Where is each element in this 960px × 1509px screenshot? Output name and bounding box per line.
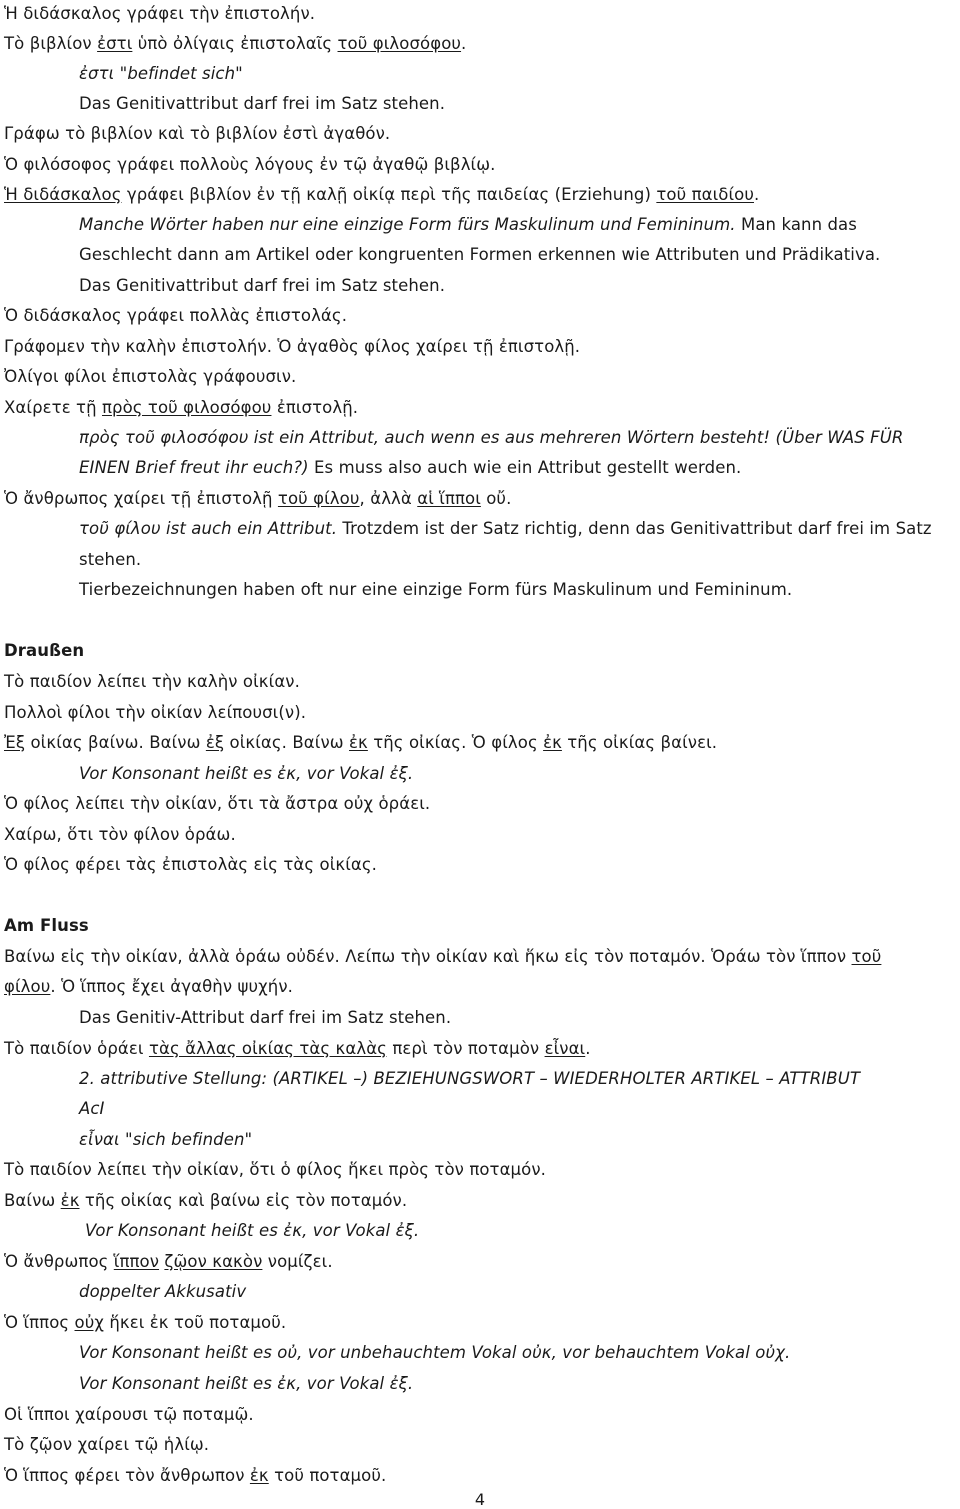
text-line (4, 1039, 956, 1059)
text-line (4, 825, 956, 845)
text-line (79, 1008, 956, 1028)
text-segment: νομίζει. (262, 1252, 333, 1271)
text-segment: Manche Wörter haben nur eine einzige Form fürs Maskulinum und Femininum. (79, 215, 736, 234)
section-heading (4, 916, 956, 936)
text-line (79, 1374, 956, 1394)
text-line (4, 4, 956, 24)
text-segment: Ὁ ἄνθρωπος χαίρει τῇ ἐπιστολῇ (4, 489, 278, 508)
text-line (4, 489, 956, 509)
text-line (79, 1099, 956, 1119)
text-segment: τῆς οἰκίας καὶ βαίνω εἰς τὸν ποταμόν. (79, 1191, 408, 1210)
text-segment: Ὁ ἵππος φέρει τὸν ἄνθρωπον (4, 1466, 250, 1485)
text-line (4, 1252, 956, 1272)
text-segment: Οἱ ἵπποι χαίρουσι τῷ ποταμῷ. (4, 1405, 254, 1424)
text-line (4, 398, 956, 418)
text-line (4, 672, 956, 692)
underlined-text: τοῦ φιλοσόφου (337, 34, 462, 53)
underlined-text: ἐκ (543, 733, 562, 752)
text-line (4, 1466, 956, 1486)
text-line (4, 337, 956, 357)
text-segment: Γράφω τὸ βιβλίον καὶ τὸ βιβλίον ἐστὶ ἀγαθόν. (4, 124, 391, 143)
text-line (79, 1069, 956, 1089)
text-segment: , ἀλλὰ (359, 489, 418, 508)
text-line (79, 550, 956, 570)
text-segment: τῆς οἰκίας. Ὁ φίλος (367, 733, 544, 752)
text-line (4, 1160, 956, 1180)
text-segment: Χαίρετε τῇ (4, 398, 102, 417)
text-segment: EINEN Brief freut ihr euch?) (79, 458, 309, 477)
text-segment: εἶναι "sich befinden" (79, 1130, 253, 1149)
underlined-text: ἐκ (249, 1466, 269, 1485)
underlined-text: Ἐξ (4, 733, 26, 752)
text-segment: Τὸ παιδίον λείπει τὴν οἰκίαν, ὅτι ὁ φίλος ἥκει πρὸς τὸν ποταμόν. (4, 1160, 547, 1179)
text-segment: Ἡ διδάσκαλος γράφει τὴν ἐπιστολήν. (4, 4, 316, 23)
text-line (4, 1313, 956, 1333)
underlined-text: ἐστι (97, 34, 133, 53)
text-segment: stehen. (79, 550, 142, 569)
text-line (4, 703, 956, 723)
text-line (79, 1343, 956, 1363)
text-line (79, 1130, 956, 1150)
text-segment: Das Genitivattribut darf frei im Satz stehen. (79, 276, 446, 295)
page-number: 4 (474, 1490, 486, 1509)
text-segment: Vor Konsonant heißt es οὐ, vor unbehauchtem Vokal οὐκ, vor behauchtem Vokal οὐχ. (79, 1343, 791, 1362)
text-segment: ἐπιστολῇ. (271, 398, 359, 417)
text-line (4, 794, 956, 814)
text-segment: Trotzdem ist der Satz richtig, denn das Genitivattribut darf frei im Satz (337, 519, 932, 538)
text-line (4, 733, 956, 753)
text-segment: τῆς οἰκίας βαίνει. (561, 733, 718, 752)
text-line (4, 977, 956, 997)
text-segment: Τὸ ζῷον χαίρει τῷ ἡλίῳ. (4, 1435, 210, 1454)
text-segment: (Über WAS FÜR (770, 428, 904, 447)
text-segment: Das Genitivattribut darf frei im Satz stehen. (79, 94, 446, 113)
text-line (4, 155, 956, 175)
text-segment: Ὁ διδάσκαλος γράφει πολλὰς ἐπιστολάς. (4, 306, 348, 325)
text-line (79, 519, 956, 539)
underlined-text: Ἡ διδάσκαλος (4, 185, 122, 204)
text-line (79, 1282, 956, 1302)
text-segment: Geschlecht dann am Artikel oder kongruenten Formen erkennen wie Attributen und Prädikativa. (79, 245, 881, 264)
text-line (4, 1191, 956, 1211)
text-line (4, 34, 956, 54)
text-segment: ὑπὸ ὀλίγαις ἐπιστολαῖς (132, 34, 338, 53)
text-line (79, 428, 956, 448)
text-segment: Vor Konsonant heißt es ἐκ, vor Vokal ἐξ. (79, 764, 414, 783)
text-line (4, 1435, 956, 1455)
underlined-text: ἐκ (349, 733, 368, 752)
text-segment: Βαίνω (4, 1191, 61, 1210)
text-segment: AcI (79, 1099, 105, 1118)
text-segment: Tierbezeichnungen haben oft nur eine einzige Form fürs Maskulinum und Femininum. (79, 580, 793, 599)
text-segment: . (754, 185, 760, 204)
text-line (4, 947, 956, 967)
text-segment: 2. attributive Stellung: (ARTIKEL –) BEZIEHUNGSWORT – WIEDERHOLTER ARTIKEL – ATTRIBUT (79, 1069, 861, 1088)
text-line (4, 367, 956, 387)
text-segment: . Ὁ ἵππος ἔχει ἀγαθὴν ψυχήν. (50, 977, 293, 996)
text-line (79, 764, 956, 784)
underlined-text: ἐξ (205, 733, 225, 752)
text-segment: οἰκίας βαίνω. Βαίνω (25, 733, 206, 752)
underlined-text: τὰς ἄλλας οἰκίας τὰς καλὰς (148, 1039, 387, 1058)
text-segment: τοῦ φίλου ist auch ein Attribut. (79, 519, 338, 538)
text-segment: doppelter Akkusativ (79, 1282, 247, 1301)
text-segment: Βαίνω εἰς τὴν οἰκίαν, ἀλλὰ ὁράω οὐδέν. Λείπω τὴν οἰκίαν καὶ ἥκω εἰς τὸν ποταμόν. Ὁράω τὸν ἵππον (4, 947, 852, 966)
text-segment: Man kann das (735, 215, 857, 234)
text-line (79, 580, 956, 600)
text-segment: Ὁ φίλος λείπει τὴν οἰκίαν, ὅτι τὰ ἄστρα οὐχ ὁράει. (4, 794, 431, 813)
text-line (4, 124, 956, 144)
underlined-text: εἶναι (544, 1039, 586, 1058)
text-segment: Γράφομεν τὴν καλὴν ἐπιστολήν. Ὁ ἀγαθὸς φίλος χαίρει τῇ ἐπιστολῇ. (4, 337, 581, 356)
text-segment: Τὸ παιδίον ὁράει (4, 1039, 149, 1058)
text-segment: Vor Konsonant heißt es ἐκ, vor Vokal ἐξ. (79, 1374, 414, 1393)
text-segment: πρὸς τοῦ φιλοσόφου ist ein Attribut, auch wenn es aus mehreren Wörtern besteht! (79, 428, 771, 447)
underlined-text: τοῦ φίλου (277, 489, 360, 508)
text-line (79, 276, 956, 296)
text-line (79, 245, 956, 265)
text-segment: Ὁ ἵππος (4, 1313, 75, 1332)
text-segment: Es muss also auch wie ein Attribut gestellt werden. (308, 458, 742, 477)
text-segment: Πολλοὶ φίλοι τὴν οἰκίαν λείπουσι(ν). (4, 703, 307, 722)
underlined-text: τοῦ παιδίου (656, 185, 754, 204)
text-segment: ἐστι "befindet sich" (79, 64, 243, 83)
text-segment: . (461, 34, 467, 53)
text-segment: οὔ. (480, 489, 512, 508)
text-segment: Ὁ ἄνθρωπος (4, 1252, 114, 1271)
text-segment: γράφει βιβλίον ἐν τῇ καλῇ οἰκίᾳ περὶ τῆς παιδείας (Erziehung) (121, 185, 657, 204)
text-segment: Τὸ βιβλίον (4, 34, 98, 53)
text-line (79, 458, 956, 478)
underlined-text: ἵππον (113, 1252, 160, 1271)
text-segment: ἥκει ἐκ τοῦ ποταμοῦ. (104, 1313, 287, 1332)
underlined-text: αἱ ἵπποι (417, 489, 481, 508)
text-segment: οἰκίας. Βαίνω (224, 733, 350, 752)
underlined-text: τοῦ (851, 947, 882, 966)
text-segment: Ὁ φιλόσοφος γράφει πολλοὺς λόγους ἐν τῷ ἀγαθῷ βιβλίῳ. (4, 155, 496, 174)
text-segment: . (585, 1039, 591, 1058)
section-heading (4, 641, 956, 661)
text-line (79, 64, 956, 84)
text-line (79, 215, 956, 235)
text-line (79, 94, 956, 114)
text-segment: περὶ τὸν ποταμὸν (386, 1039, 545, 1058)
text-segment: Ὁ φίλος φέρει τὰς ἐπιστολὰς εἰς τὰς οἰκίας. (4, 855, 378, 874)
text-segment: Das Genitiv-Attribut darf frei im Satz stehen. (79, 1008, 452, 1027)
underlined-text: ζῷον κακὸν (164, 1252, 263, 1271)
underlined-text: πρὸς τοῦ φιλοσόφου (102, 398, 272, 417)
text-segment: τοῦ ποταμοῦ. (268, 1466, 387, 1485)
text-line (4, 306, 956, 326)
text-line (4, 1405, 956, 1425)
underlined-text: φίλου (4, 977, 51, 996)
text-segment: Am Fluss (4, 916, 89, 935)
text-line (4, 855, 956, 875)
text-segment: Τὸ παιδίον λείπει τὴν καλὴν οἰκίαν. (4, 672, 300, 691)
underlined-text: ἐκ (60, 1191, 80, 1210)
underlined-text: οὐχ (74, 1313, 104, 1332)
text-segment: Draußen (4, 641, 85, 660)
text-segment: Vor Konsonant heißt es ἐκ, vor Vokal ἐξ. (85, 1221, 420, 1240)
text-segment: Χαίρω, ὅτι τὸν φίλον ὁράω. (4, 825, 236, 844)
text-segment: Ὀλίγοι φίλοι ἐπιστολὰς γράφουσιν. (4, 367, 297, 386)
text-line (4, 185, 956, 205)
text-line (85, 1221, 956, 1241)
